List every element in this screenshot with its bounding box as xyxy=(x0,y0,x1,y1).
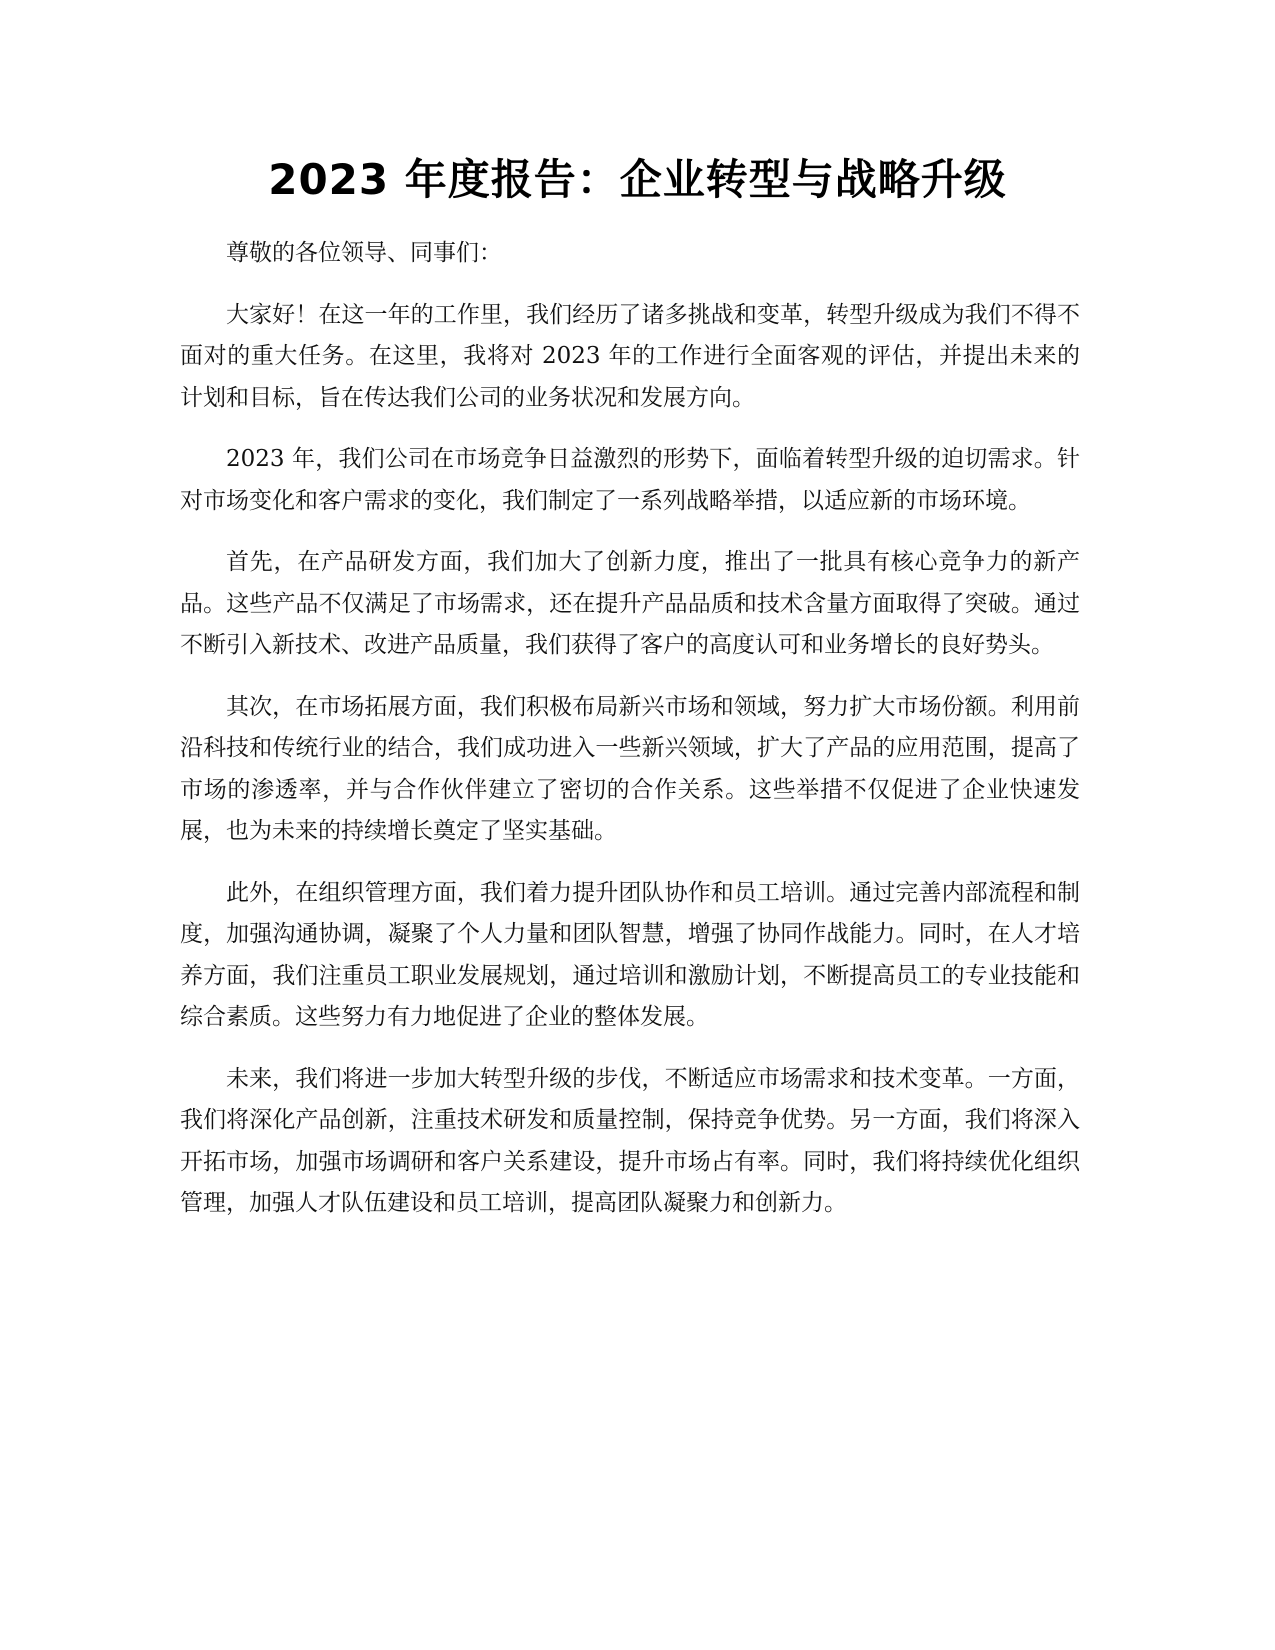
body-paragraph-product-rd: 首先，在产品研发方面，我们加大了创新力度，推出了一批具有核心竞争力的新产品。这些产品不仅满足了市场需求，还在提升产品品质和技术含量方面取得了突破。通过不断引入新技术、改进产品质量，我们获得了客户的高度认可和业务增长的良好势头。 xyxy=(180,549,1080,658)
body-paragraph-market-expansion: 其次，在市场拓展方面，我们积极布局新兴市场和领域，努力扩大市场份额。利用前沿科技和传统行业的结合，我们成功进入一些新兴领域，扩大了产品的应用范围，提高了市场的渗透率，并与合作伙伴建立了密切的合作关系。这些举措不仅促进了企业快速发展，也为未来的持续增长奠定了坚实基础。 xyxy=(180,693,1080,844)
document-body xyxy=(180,233,1080,1245)
body-paragraph-greeting: 大家好！在这一年的工作里，我们经历了诸多挑战和变革，转型升级成为我们不得不面对的重大任务。在这里，我将对 2023 年的工作进行全面客观的评估，并提出未来的计划和目标，旨在传达我们公司的业务状况和发展方向。 xyxy=(180,301,1080,411)
body-paragraph-organization: 此外，在组织管理方面，我们着力提升团队协作和员工培训。通过完善内部流程和制度，加强沟通协调，凝聚了个人力量和团队智慧，增强了协同作战能力。同时，在人才培养方面，我们注重员工职业发展规划，通过培训和激励计划，不断提高员工的专业技能和综合素质。这些努力有力地促进了企业的整体发展。 xyxy=(180,879,1080,1030)
body-paragraph-future-plans: 未来，我们将进一步加大转型升级的步伐，不断适应市场需求和技术变革。一方面，我们将深化产品创新，注重技术研发和质量控制，保持竞争优势。另一方面，我们将深入开拓市场，加强市场调研和客户关系建设，提升市场占有率。同时，我们将持续优化组织管理，加强人才队伍建设和员工培训，提高团队凝聚力和创新力。 xyxy=(180,1065,1080,1216)
salutation-paragraph: 尊敬的各位领导、同事们： xyxy=(226,240,502,266)
body-paragraph-2023-overview: 2023 年，我们公司在市场竞争日益激烈的形势下，面临着转型升级的迫切需求。针对市场变化和客户需求的变化，我们制定了一系列战略举措，以适应新的市场环境。 xyxy=(180,446,1080,514)
document-title: 2023 年度报告：企业转型与战略升级 xyxy=(268,155,1007,204)
